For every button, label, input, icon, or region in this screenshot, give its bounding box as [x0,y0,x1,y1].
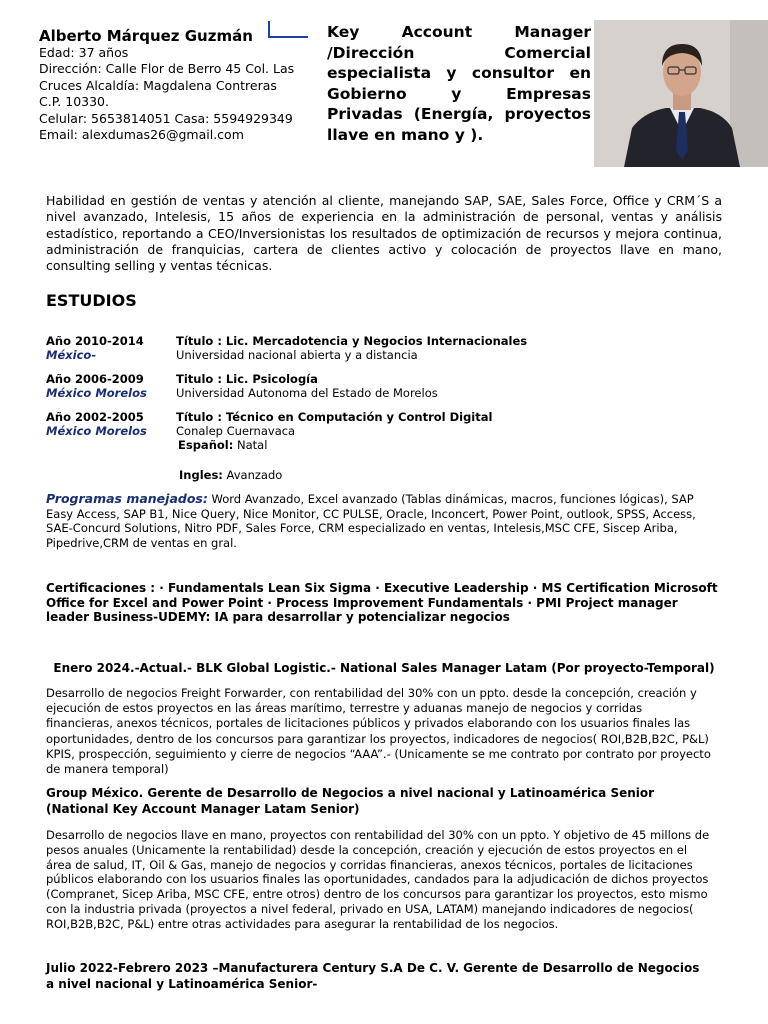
age: Edad: 37 años [39,45,129,60]
profile-photo [594,20,768,167]
education-year: Año 2002-2005 [46,410,144,424]
software-skills [46,492,718,550]
candidate-name: Alberto Márquez Guzmán [39,27,253,45]
headline: Key Account Manager /Dirección Comercial especialista y consultor en Gobierno y Empresas Privadas (Energía, proyectos llave en mano y ). [327,23,591,144]
education-year: Año 2010-2014 [46,334,144,348]
language-spanish-label: Español: [178,438,234,452]
software-skills-list: Word Avanzado, Excel avanzado (Tablas dinámicas, macros, funciones lógicas), SAP Easy Access, SAP B1, Nice Query, Nice Monitor, CC PULSE, Oracle, Inconcert, Power Point, outlook, SPSS, Access, SAE-Concurd Solutions, Nitro PDF, Sales Force, CRM especializado en ventas, Intelesis,MSC CFE, Siscep Ariba, Pipedrive,CRM de ventas en gral. [46,492,696,550]
experience-heading: Julio 2022-Febrero 2023 –Manufacturera Century S.A De C. V. Gerente de Desarrollo de Negocios a nivel nacional y Latinoamérica Senior- [46,961,700,991]
education-location: México Morelos [46,386,147,400]
education-institution: Conalep Cuernavaca [176,424,296,438]
address-line-3: C.P. 10330. [39,94,109,110]
language-english-level: Avanzado [222,468,283,482]
professional-summary: Habilidad en gestión de ventas y atención al cliente, manejando SAP, SAE, Sales Force, Office y CRM´S a nivel avanzado, Intelesis, 15 años de experiencia en la administración de personal, ventas y análisis estadístico, reportando a CEO/Inversionistas los resultados de optimización de recursos y mejora continua, administración de franquicias, cartera de clientes activo y colocación de proyectos llave en mano, consulting selling y ventas técnicas. [46,193,722,274]
education-year: Año 2006-2009 [46,372,144,386]
language-english [179,468,282,483]
education-location: México- [46,348,97,362]
education-location: México Morelos [46,424,147,438]
language-english-label: Ingles: [179,468,223,482]
education-institution: Universidad nacional abierta y a distancia [176,348,418,362]
language-spanish-level: Natal [233,438,268,452]
software-skills-label: Programas manejados: [46,491,208,506]
education-title: Título : Técnico en Computación y Control Digital [176,410,493,424]
languages [176,438,282,483]
contact-block [39,45,309,143]
address-line-2: Cruces Alcaldía: Magdalena Contreras [39,77,277,93]
experience-heading: Group México. Gerente de Desarrollo de Negocios a nivel nacional y Latinoamérica Senior (National Key Account Manager Latam Senior) [46,786,655,816]
profile-photo-illustration [594,20,768,167]
phone: Celular: 5653814051 Casa: 5594929349 [39,110,293,126]
experience-heading: Enero 2024.-Actual.- BLK Global Logistic.- National Sales Manager Latam (Por proyecto-Temporal) [53,661,715,675]
section-heading-estudios: ESTUDIOS [46,291,137,310]
education-title: Título : Lic. Mercadotencia y Negocios Internacionales [176,334,528,348]
address-line-1: Dirección: Calle Flor de Berro 45 Col. Las [39,61,295,77]
name-accent-line [268,36,308,38]
certifications: Certificaciones : · Fundamentals Lean Six Sigma · Executive Leadership · MS Certification Microsoft Office for Excel and Power Point · Process Improvement Fundamentals · PMI Project manager leader Business-UDEMY: IA para desarrollar y potencializar negocios [46,581,718,624]
language-spanish [178,438,282,453]
experience-description: Desarrollo de negocios Freight Forwarder, con rentabilidad del 30% con un ppto. desde la concepción, creación y ejecución de estos proyectos en las áreas marítimo, terrestre y aduanas manejo de negocios y corridas financieras, anexos técnicos, portales de licitaciones públicos y privados elaborando con los usuarios finales las oportunidades, dentro de los concursos para garantizar los proyectos, indicadores de negocios( ROI,B2B,B2C, P&L) KPIS, prospección, seguimiento y cierre de negocios “AAA”.- (Unicamente se me contrato por contrato por proyecto de manera temporal) [46,686,711,777]
experience-description: Desarrollo de negocios llave en mano, proyectos con rentabilidad del 30% con un ppto. Y objetivo de 45 millons de pesos anuales (Unicamente la rentabilidad) desde la concepción, creación y ejecución de estos proyectos en el área de salud, IT, Oil & Gas, manejo de negocios y corridas financieras, anexos técnicos, portales de licitaciones públicos elaborando con los usuarios finales las oportunidades, candados para la adjudicación de dichos proyectos (Compranet, Sicep Ariba, MSC CFE, entre otros) dentro de los concursos para garantizar los proyectos, esto mismo con la industria privada (proyectos a nivel federal, privado en USA, LATAM) manejando indicadores de negocios( ROI,B2B,B2C, P&L) entre otras actividades para asegurar la rentabilidad de los negocios. [46,828,710,931]
education-institution: Universidad Autonoma del Estado de Morelos [176,386,438,400]
email: Email: alexdumas26@gmail.com [39,127,244,143]
education-title: Titulo : Lic. Psicología [176,372,318,386]
